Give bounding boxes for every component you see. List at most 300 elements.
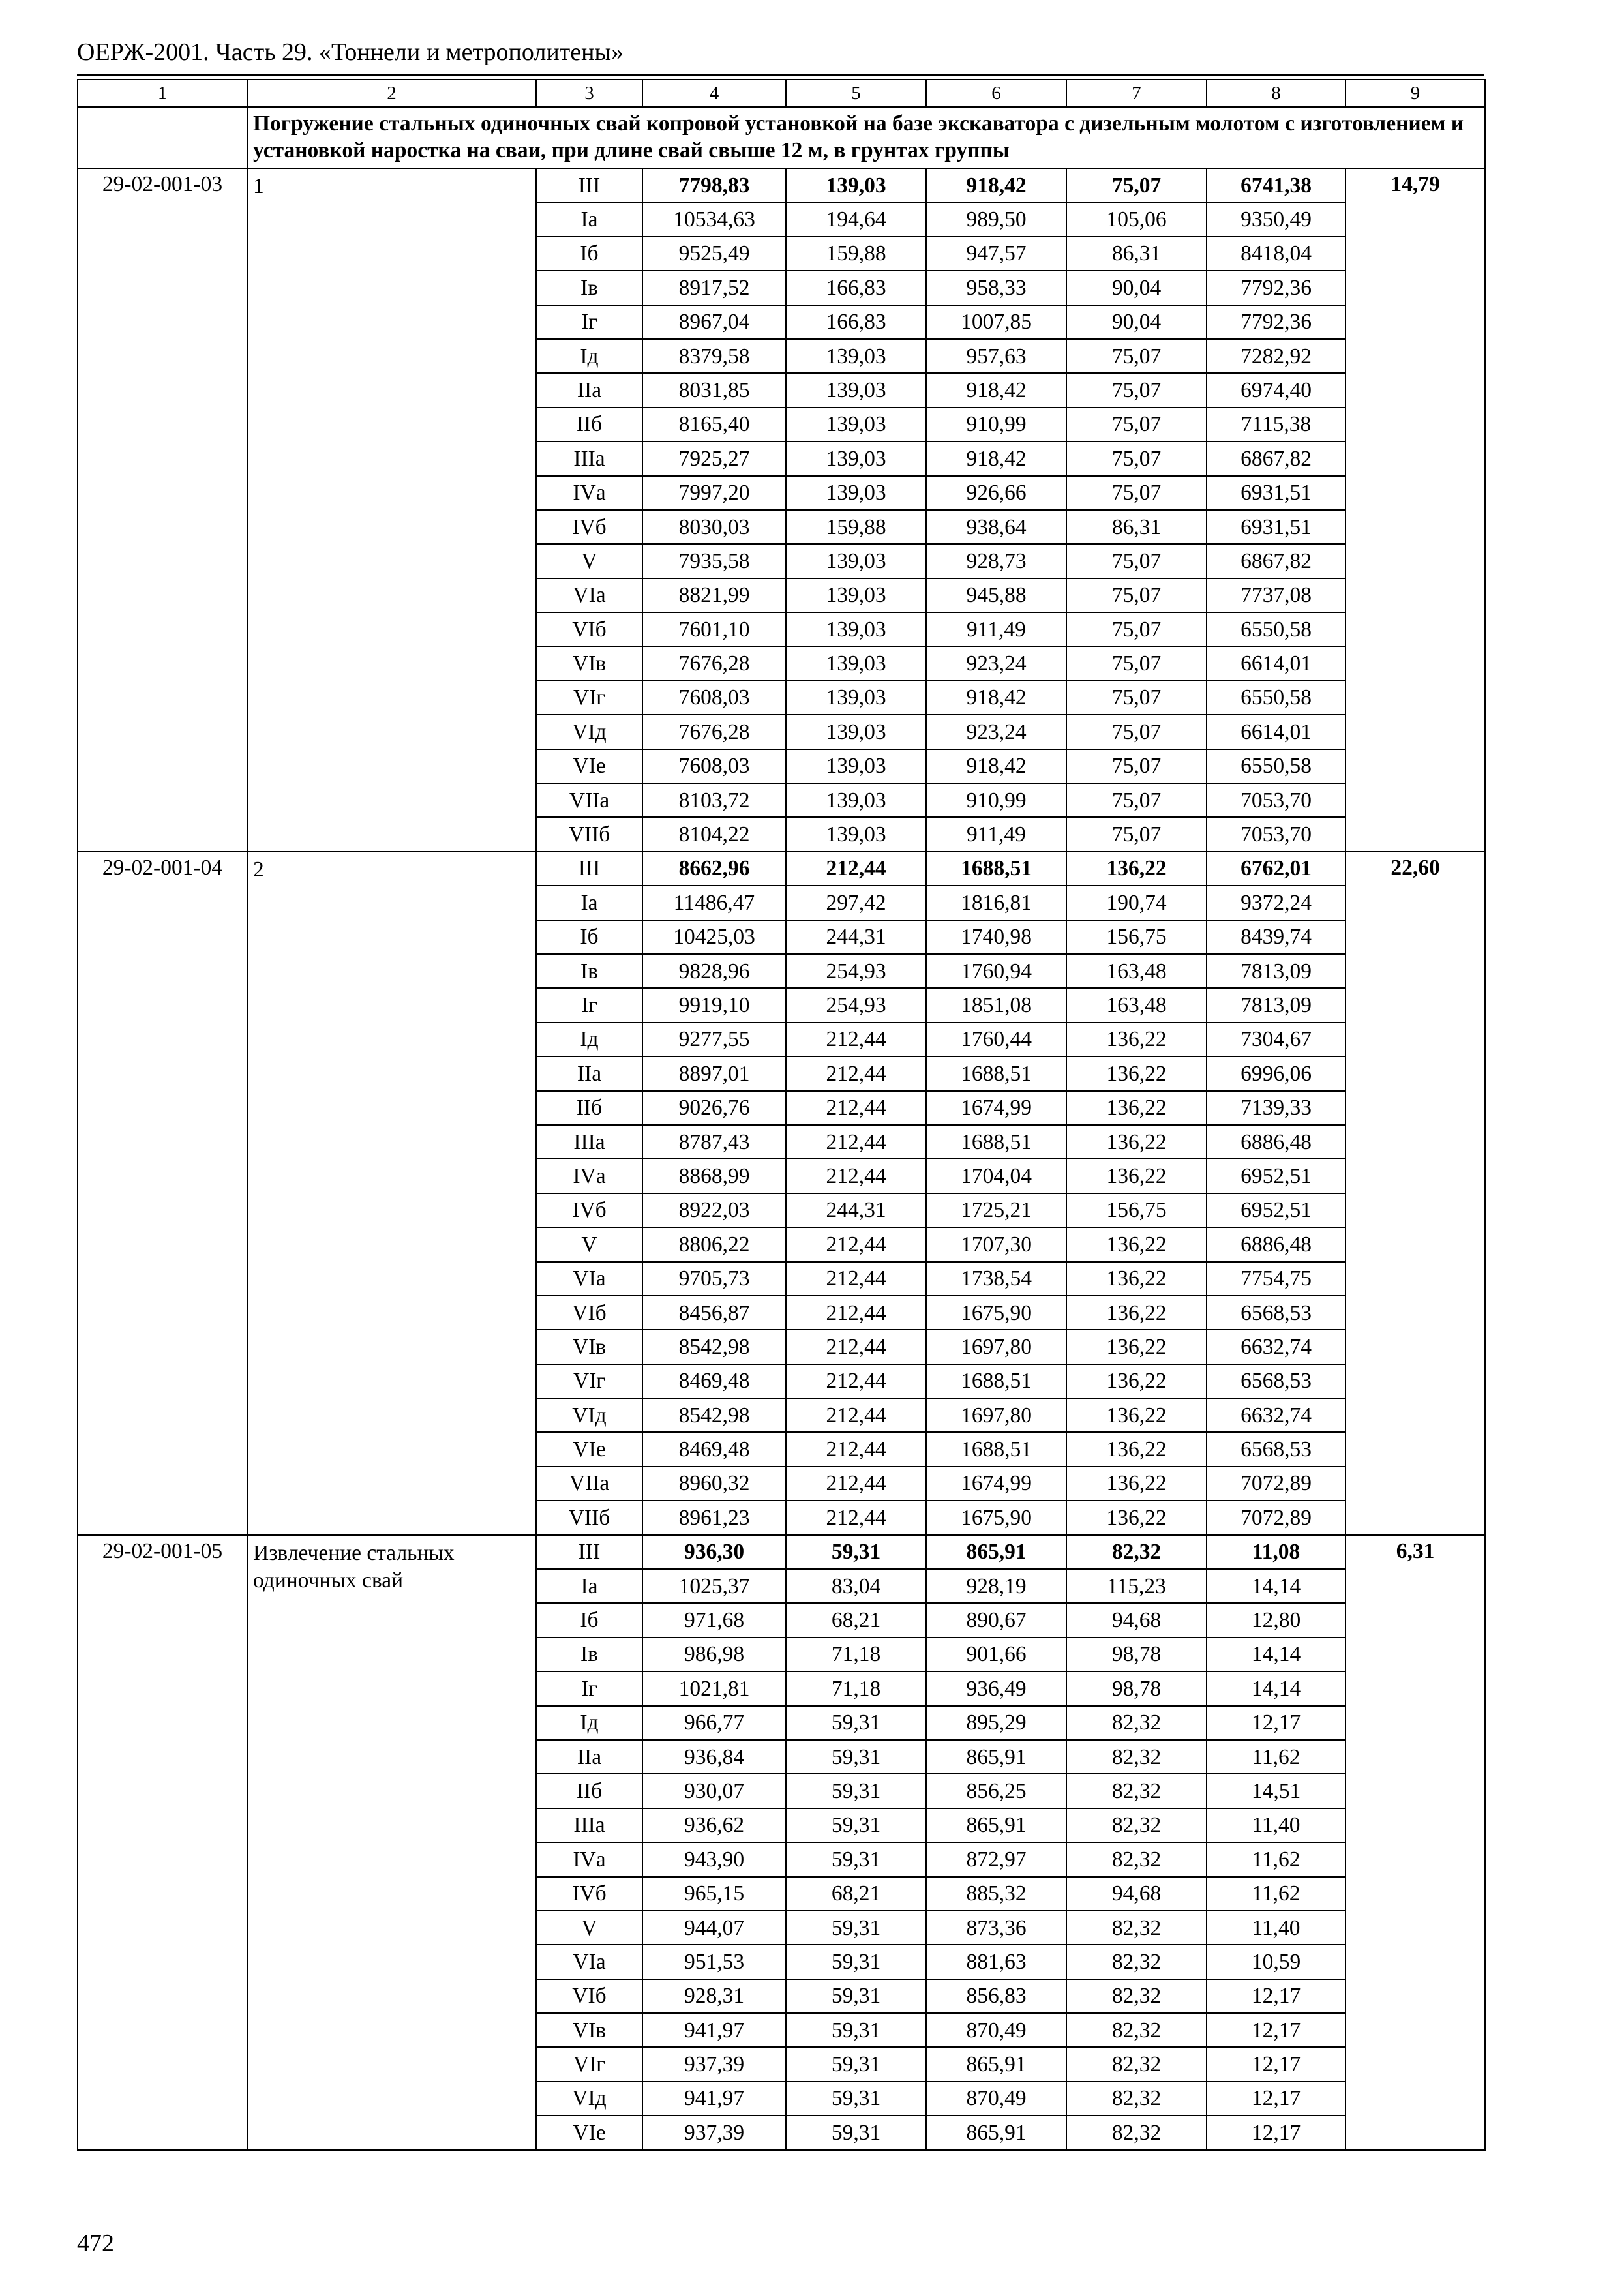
value-cell: 7935,58 xyxy=(642,544,786,578)
region-cell: IVб xyxy=(536,510,642,544)
value-cell: 11,62 xyxy=(1207,1740,1346,1774)
region-cell: III xyxy=(536,852,642,886)
value-cell: 926,66 xyxy=(926,476,1066,510)
value-cell: 936,84 xyxy=(642,1740,786,1774)
value-cell: 139,03 xyxy=(786,612,926,646)
value-cell: 7608,03 xyxy=(642,749,786,783)
value-cell: 136,22 xyxy=(1066,1227,1207,1261)
value-cell: 865,91 xyxy=(926,1535,1066,1569)
value-cell: 139,03 xyxy=(786,339,926,373)
value-cell: 212,44 xyxy=(786,1330,926,1364)
table-row xyxy=(78,852,1485,886)
value-cell: 8439,74 xyxy=(1207,920,1346,954)
value-cell: 82,32 xyxy=(1066,1706,1207,1740)
region-cell: VIе xyxy=(536,1432,642,1466)
value-cell: 212,44 xyxy=(786,1091,926,1125)
region-cell: VIе xyxy=(536,2116,642,2149)
value-cell: 75,07 xyxy=(1066,339,1207,373)
value-cell: 11486,47 xyxy=(642,886,786,920)
value-cell: 1021,81 xyxy=(642,1671,786,1705)
value-cell: 8418,04 xyxy=(1207,237,1346,271)
section-title: Погружение стальных одиночных свай копровой установкой на базе экскаватора с дизельным молотом с изготовлением и установкой наростка на сваи, при длине свай свыше 12 м, в грунтах группы xyxy=(247,107,1485,168)
value-cell: 94,68 xyxy=(1066,1877,1207,1911)
value-cell: 297,42 xyxy=(786,886,926,920)
region-cell: III xyxy=(536,1535,642,1569)
region-cell: Iа xyxy=(536,886,642,920)
value-cell: 1688,51 xyxy=(926,1125,1066,1159)
value-cell: 928,31 xyxy=(642,1979,786,2013)
rate-code: 29-02-001-05 xyxy=(78,1535,247,2150)
region-cell: Iб xyxy=(536,1603,642,1637)
region-cell: VIв xyxy=(536,646,642,680)
value-cell: 139,03 xyxy=(786,783,926,817)
value-cell: 212,44 xyxy=(786,852,926,886)
region-cell: IIб xyxy=(536,1774,642,1808)
value-cell: 7997,20 xyxy=(642,476,786,510)
value-cell: 910,99 xyxy=(926,408,1066,441)
value-cell: 11,40 xyxy=(1207,1808,1346,1842)
value-cell: 82,32 xyxy=(1066,1842,1207,1876)
value-cell: 865,91 xyxy=(926,2047,1066,2081)
value-cell: 8030,03 xyxy=(642,510,786,544)
value-cell: 941,97 xyxy=(642,2082,786,2116)
value-cell: 8031,85 xyxy=(642,373,786,407)
region-cell: Iг xyxy=(536,1671,642,1705)
value-cell: 75,07 xyxy=(1066,373,1207,407)
value-cell: 1707,30 xyxy=(926,1227,1066,1261)
value-cell: 10534,63 xyxy=(642,202,786,236)
value-cell: 1738,54 xyxy=(926,1262,1066,1296)
value-cell: 12,17 xyxy=(1207,2116,1346,2149)
value-cell: 166,83 xyxy=(786,305,926,339)
region-cell: VIа xyxy=(536,578,642,612)
column-number: 6 xyxy=(926,80,1066,107)
running-header: ОЕРЖ-2001. Часть 29. «Тоннели и метрополитены» xyxy=(77,38,624,66)
value-cell: 1704,04 xyxy=(926,1159,1066,1193)
value-cell: 75,07 xyxy=(1066,749,1207,783)
value-cell: 8787,43 xyxy=(642,1125,786,1159)
column-number: 8 xyxy=(1207,80,1346,107)
value-cell: 8806,22 xyxy=(642,1227,786,1261)
column-number: 9 xyxy=(1346,80,1485,107)
value-cell: 12,80 xyxy=(1207,1603,1346,1637)
value-cell: 139,03 xyxy=(786,441,926,475)
value-cell: 136,22 xyxy=(1066,1432,1207,1466)
value-cell: 82,32 xyxy=(1066,2116,1207,2149)
value-cell: 166,83 xyxy=(786,271,926,305)
value-cell: 6568,53 xyxy=(1207,1432,1346,1466)
value-cell: 890,67 xyxy=(926,1603,1066,1637)
value-cell: 7813,09 xyxy=(1207,954,1346,988)
value-cell: 865,91 xyxy=(926,1740,1066,1774)
value-cell: 6614,01 xyxy=(1207,715,1346,749)
value-cell: 94,68 xyxy=(1066,1603,1207,1637)
region-cell: IVа xyxy=(536,1842,642,1876)
table-body xyxy=(78,80,1485,2150)
value-cell: 7754,75 xyxy=(1207,1262,1346,1296)
value-cell: 881,63 xyxy=(926,1945,1066,1979)
value-cell: 936,30 xyxy=(642,1535,786,1569)
value-cell: 136,22 xyxy=(1066,1262,1207,1296)
value-cell: 941,97 xyxy=(642,2013,786,2047)
value-cell: 873,36 xyxy=(926,1911,1066,1945)
value-cell: 918,42 xyxy=(926,749,1066,783)
region-cell: IIIа xyxy=(536,1125,642,1159)
value-cell: 71,18 xyxy=(786,1671,926,1705)
region-cell: V xyxy=(536,1227,642,1261)
value-cell: 923,24 xyxy=(926,646,1066,680)
column-number: 1 xyxy=(78,80,247,107)
value-cell: 6632,74 xyxy=(1207,1330,1346,1364)
value-cell: 212,44 xyxy=(786,1501,926,1534)
value-cell: 244,31 xyxy=(786,1193,926,1227)
region-cell: VIг xyxy=(536,2047,642,2081)
region-cell: VIб xyxy=(536,1296,642,1330)
value-cell: 7053,70 xyxy=(1207,817,1346,851)
section-title-spacer xyxy=(78,107,247,168)
region-cell: IIIа xyxy=(536,441,642,475)
value-cell: 136,22 xyxy=(1066,1501,1207,1534)
region-cell: Iд xyxy=(536,1023,642,1056)
value-cell: 856,83 xyxy=(926,1979,1066,2013)
value-cell: 59,31 xyxy=(786,2082,926,2116)
value-cell: 59,31 xyxy=(786,1945,926,1979)
value-cell: 6952,51 xyxy=(1207,1193,1346,1227)
value-cell: 7601,10 xyxy=(642,612,786,646)
value-cell: 212,44 xyxy=(786,1227,926,1261)
value-cell: 895,29 xyxy=(926,1706,1066,1740)
region-cell: Iв xyxy=(536,1638,642,1671)
value-cell: 11,08 xyxy=(1207,1535,1346,1569)
value-cell: 6867,82 xyxy=(1207,441,1346,475)
value-cell: 163,48 xyxy=(1066,954,1207,988)
value-cell: 6632,74 xyxy=(1207,1398,1346,1432)
value-cell: 1674,99 xyxy=(926,1091,1066,1125)
value-cell: 12,17 xyxy=(1207,2047,1346,2081)
value-cell: 865,91 xyxy=(926,1808,1066,1842)
region-cell: VIе xyxy=(536,749,642,783)
value-cell: 9828,96 xyxy=(642,954,786,988)
column-number: 5 xyxy=(786,80,926,107)
region-cell: VIд xyxy=(536,1398,642,1432)
value-cell: 8960,32 xyxy=(642,1467,786,1501)
value-cell: 901,66 xyxy=(926,1638,1066,1671)
value-cell: 139,03 xyxy=(786,373,926,407)
region-cell: VIа xyxy=(536,1262,642,1296)
value-cell: 7925,27 xyxy=(642,441,786,475)
value-cell: 59,31 xyxy=(786,1979,926,2013)
column-9-value: 22,60 xyxy=(1346,852,1485,1535)
value-cell: 59,31 xyxy=(786,1842,926,1876)
value-cell: 212,44 xyxy=(786,1262,926,1296)
value-cell: 911,49 xyxy=(926,817,1066,851)
value-cell: 7798,83 xyxy=(642,168,786,202)
value-cell: 8917,52 xyxy=(642,271,786,305)
value-cell: 75,07 xyxy=(1066,544,1207,578)
header-rule xyxy=(77,74,1484,76)
value-cell: 856,25 xyxy=(926,1774,1066,1808)
value-cell: 11,40 xyxy=(1207,1911,1346,1945)
value-cell: 9919,10 xyxy=(642,988,786,1022)
region-cell: VIIа xyxy=(536,783,642,817)
value-cell: 1688,51 xyxy=(926,1364,1066,1398)
value-cell: 6614,01 xyxy=(1207,646,1346,680)
value-cell: 139,03 xyxy=(786,817,926,851)
value-cell: 90,04 xyxy=(1066,305,1207,339)
value-cell: 9705,73 xyxy=(642,1262,786,1296)
value-cell: 870,49 xyxy=(926,2013,1066,2047)
value-cell: 163,48 xyxy=(1066,988,1207,1022)
value-cell: 10425,03 xyxy=(642,920,786,954)
value-cell: 1851,08 xyxy=(926,988,1066,1022)
value-cell: 6550,58 xyxy=(1207,612,1346,646)
region-cell: VIд xyxy=(536,2082,642,2116)
value-cell: 139,03 xyxy=(786,578,926,612)
value-cell: 14,14 xyxy=(1207,1638,1346,1671)
value-cell: 86,31 xyxy=(1066,510,1207,544)
value-cell: 1688,51 xyxy=(926,1432,1066,1466)
value-cell: 90,04 xyxy=(1066,271,1207,305)
value-cell: 75,07 xyxy=(1066,817,1207,851)
column-number: 7 xyxy=(1066,80,1207,107)
value-cell: 966,77 xyxy=(642,1706,786,1740)
value-cell: 7072,89 xyxy=(1207,1501,1346,1534)
value-cell: 75,07 xyxy=(1066,783,1207,817)
region-cell: Iв xyxy=(536,954,642,988)
value-cell: 139,03 xyxy=(786,476,926,510)
value-cell: 9350,49 xyxy=(1207,202,1346,236)
table-row xyxy=(78,168,1485,202)
value-cell: 918,42 xyxy=(926,373,1066,407)
value-cell: 8379,58 xyxy=(642,339,786,373)
value-cell: 6952,51 xyxy=(1207,1159,1346,1193)
value-cell: 8967,04 xyxy=(642,305,786,339)
value-cell: 83,04 xyxy=(786,1569,926,1603)
value-cell: 212,44 xyxy=(786,1296,926,1330)
value-cell: 86,31 xyxy=(1066,237,1207,271)
value-cell: 82,32 xyxy=(1066,1979,1207,2013)
value-cell: 82,32 xyxy=(1066,1774,1207,1808)
value-cell: 8662,96 xyxy=(642,852,786,886)
value-cell: 75,07 xyxy=(1066,681,1207,715)
value-cell: 7676,28 xyxy=(642,715,786,749)
value-cell: 82,32 xyxy=(1066,2082,1207,2116)
value-cell: 865,91 xyxy=(926,2116,1066,2149)
value-cell: 212,44 xyxy=(786,1159,926,1193)
value-cell: 8469,48 xyxy=(642,1364,786,1398)
value-cell: 6568,53 xyxy=(1207,1296,1346,1330)
region-cell: IIб xyxy=(536,408,642,441)
value-cell: 139,03 xyxy=(786,681,926,715)
value-cell: 6741,38 xyxy=(1207,168,1346,202)
value-cell: 6886,48 xyxy=(1207,1125,1346,1159)
value-cell: 1675,90 xyxy=(926,1296,1066,1330)
value-cell: 75,07 xyxy=(1066,408,1207,441)
region-cell: IIа xyxy=(536,1740,642,1774)
value-cell: 59,31 xyxy=(786,2013,926,2047)
rate-code: 29-02-001-04 xyxy=(78,852,247,1535)
value-cell: 936,62 xyxy=(642,1808,786,1842)
value-cell: 212,44 xyxy=(786,1023,926,1056)
region-cell: IIа xyxy=(536,1056,642,1090)
value-cell: 971,68 xyxy=(642,1603,786,1637)
value-cell: 59,31 xyxy=(786,1535,926,1569)
value-cell: 244,31 xyxy=(786,920,926,954)
region-cell: IIб xyxy=(536,1091,642,1125)
rate-name: Извлечение стальных одиночных свай xyxy=(247,1535,536,2150)
value-cell: 8961,23 xyxy=(642,1501,786,1534)
value-cell: 9277,55 xyxy=(642,1023,786,1056)
value-cell: 6550,58 xyxy=(1207,681,1346,715)
value-cell: 136,22 xyxy=(1066,1159,1207,1193)
value-cell: 7608,03 xyxy=(642,681,786,715)
value-cell: 1688,51 xyxy=(926,1056,1066,1090)
rate-code: 29-02-001-03 xyxy=(78,168,247,852)
value-cell: 7304,67 xyxy=(1207,1023,1346,1056)
value-cell: 1688,51 xyxy=(926,852,1066,886)
value-cell: 159,88 xyxy=(786,237,926,271)
rate-name: 1 xyxy=(247,168,536,852)
value-cell: 11,62 xyxy=(1207,1842,1346,1876)
value-cell: 936,49 xyxy=(926,1671,1066,1705)
value-cell: 8868,99 xyxy=(642,1159,786,1193)
value-cell: 9525,49 xyxy=(642,237,786,271)
value-cell: 9372,24 xyxy=(1207,886,1346,920)
region-cell: V xyxy=(536,1911,642,1945)
value-cell: 59,31 xyxy=(786,1774,926,1808)
value-cell: 98,78 xyxy=(1066,1638,1207,1671)
value-cell: 6550,58 xyxy=(1207,749,1346,783)
value-cell: 190,74 xyxy=(1066,886,1207,920)
value-cell: 136,22 xyxy=(1066,1296,1207,1330)
region-cell: Iа xyxy=(536,1569,642,1603)
value-cell: 212,44 xyxy=(786,1364,926,1398)
value-cell: 139,03 xyxy=(786,408,926,441)
region-cell: VIд xyxy=(536,715,642,749)
region-cell: VIIа xyxy=(536,1467,642,1501)
value-cell: 194,64 xyxy=(786,202,926,236)
value-cell: 6568,53 xyxy=(1207,1364,1346,1398)
value-cell: 8821,99 xyxy=(642,578,786,612)
value-cell: 8456,87 xyxy=(642,1296,786,1330)
region-cell: VIIб xyxy=(536,817,642,851)
column-number: 3 xyxy=(536,80,642,107)
value-cell: 943,90 xyxy=(642,1842,786,1876)
value-cell: 6931,51 xyxy=(1207,476,1346,510)
value-cell: 965,15 xyxy=(642,1877,786,1911)
region-cell: Iд xyxy=(536,339,642,373)
value-cell: 8469,48 xyxy=(642,1432,786,1466)
value-cell: 928,73 xyxy=(926,544,1066,578)
region-cell: IIIа xyxy=(536,1808,642,1842)
region-cell: Iг xyxy=(536,988,642,1022)
value-cell: 254,93 xyxy=(786,988,926,1022)
value-cell: 911,49 xyxy=(926,612,1066,646)
value-cell: 923,24 xyxy=(926,715,1066,749)
value-cell: 75,07 xyxy=(1066,715,1207,749)
value-cell: 7139,33 xyxy=(1207,1091,1346,1125)
value-cell: 918,42 xyxy=(926,681,1066,715)
value-cell: 139,03 xyxy=(786,715,926,749)
value-cell: 7737,08 xyxy=(1207,578,1346,612)
value-cell: 947,57 xyxy=(926,237,1066,271)
value-cell: 59,31 xyxy=(786,1911,926,1945)
value-cell: 1697,80 xyxy=(926,1330,1066,1364)
value-cell: 7792,36 xyxy=(1207,305,1346,339)
region-cell: VIа xyxy=(536,1945,642,1979)
value-cell: 14,14 xyxy=(1207,1569,1346,1603)
value-cell: 59,31 xyxy=(786,1740,926,1774)
value-cell: 1760,94 xyxy=(926,954,1066,988)
value-cell: 82,32 xyxy=(1066,2047,1207,2081)
value-cell: 7282,92 xyxy=(1207,339,1346,373)
value-cell: 82,32 xyxy=(1066,2013,1207,2047)
value-cell: 75,07 xyxy=(1066,612,1207,646)
value-cell: 139,03 xyxy=(786,168,926,202)
section-title-row xyxy=(78,107,1485,168)
region-cell: Iб xyxy=(536,920,642,954)
region-cell: IVа xyxy=(536,476,642,510)
value-cell: 7792,36 xyxy=(1207,271,1346,305)
region-cell: VIв xyxy=(536,2013,642,2047)
value-cell: 75,07 xyxy=(1066,168,1207,202)
value-cell: 1675,90 xyxy=(926,1501,1066,1534)
rate-name: 2 xyxy=(247,852,536,1535)
value-cell: 8104,22 xyxy=(642,817,786,851)
value-cell: 8103,72 xyxy=(642,783,786,817)
value-cell: 82,32 xyxy=(1066,1740,1207,1774)
value-cell: 75,07 xyxy=(1066,578,1207,612)
value-cell: 989,50 xyxy=(926,202,1066,236)
value-cell: 156,75 xyxy=(1066,920,1207,954)
value-cell: 68,21 xyxy=(786,1877,926,1911)
value-cell: 12,17 xyxy=(1207,1979,1346,2013)
value-cell: 82,32 xyxy=(1066,1808,1207,1842)
value-cell: 9026,76 xyxy=(642,1091,786,1125)
value-cell: 928,19 xyxy=(926,1569,1066,1603)
value-cell: 156,75 xyxy=(1066,1193,1207,1227)
region-cell: VIб xyxy=(536,612,642,646)
value-cell: 98,78 xyxy=(1066,1671,1207,1705)
value-cell: 105,06 xyxy=(1066,202,1207,236)
value-cell: 1816,81 xyxy=(926,886,1066,920)
value-cell: 958,33 xyxy=(926,271,1066,305)
value-cell: 136,22 xyxy=(1066,1330,1207,1364)
value-cell: 6867,82 xyxy=(1207,544,1346,578)
value-cell: 8922,03 xyxy=(642,1193,786,1227)
value-cell: 159,88 xyxy=(786,510,926,544)
value-cell: 14,51 xyxy=(1207,1774,1346,1808)
value-cell: 71,18 xyxy=(786,1638,926,1671)
region-cell: V xyxy=(536,544,642,578)
value-cell: 212,44 xyxy=(786,1467,926,1501)
region-cell: VIIб xyxy=(536,1501,642,1534)
value-cell: 872,97 xyxy=(926,1842,1066,1876)
value-cell: 930,07 xyxy=(642,1774,786,1808)
region-cell: Iб xyxy=(536,237,642,271)
value-cell: 68,21 xyxy=(786,1603,926,1637)
value-cell: 82,32 xyxy=(1066,1911,1207,1945)
region-cell: Iд xyxy=(536,1706,642,1740)
value-cell: 254,93 xyxy=(786,954,926,988)
region-cell: Iв xyxy=(536,271,642,305)
value-cell: 136,22 xyxy=(1066,852,1207,886)
value-cell: 11,62 xyxy=(1207,1877,1346,1911)
value-cell: 136,22 xyxy=(1066,1398,1207,1432)
value-cell: 12,17 xyxy=(1207,2082,1346,2116)
value-cell: 1697,80 xyxy=(926,1398,1066,1432)
value-cell: 7115,38 xyxy=(1207,408,1346,441)
